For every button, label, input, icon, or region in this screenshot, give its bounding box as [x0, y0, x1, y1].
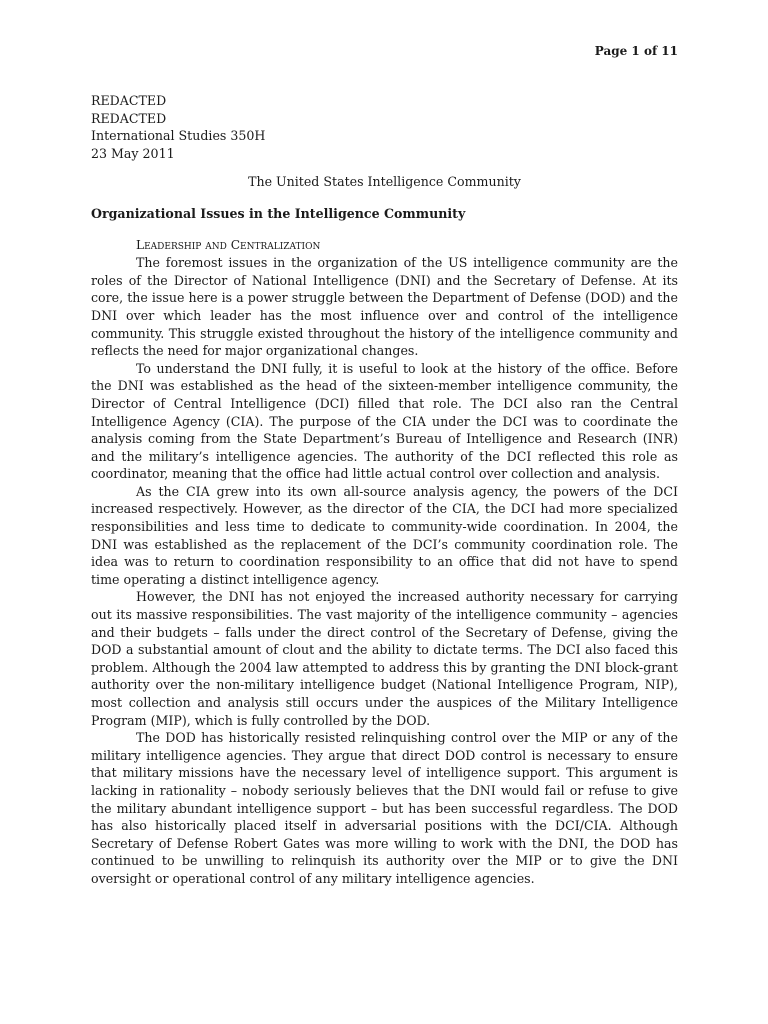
author-line-2: REDACTED — [91, 110, 167, 126]
section-heading: Organizational Issues in the Intelligence Community — [91, 205, 466, 221]
paragraph-5: The DOD has historically resisted relinquishing control over the MIP or any of the military intelligence agencies. They argue that direct DOD control is necessary to ensure that military missions have the necessary level of intelligence support. This argument is lacking in rationality – nobody seriously believes that the DNI would fail or refuse to give the military abundant intelligence support – but has been successful regardless. The DOD has also historically placed itself in adversarial positions with the DCI/CIA. Although Secretary of Defense Robert Gates was more willing to work with the DNI, the DOD has continued to be unwilling to relinquish its authority over the MIP or to give the DNI oversight or operational control of any military intelligence agencies. — [91, 730, 678, 886]
paragraph-2: To understand the DNI fully, it is useful to look at the history of the office. Before the DNI was established as the head of the sixteen-member intelligence community, the Director of Central Intelligence (DCI) filled that role. The DCI also ran the Central Intelligence Agency (CIA). The purpose of the CIA under the DCI was to coordinate the analysis coming from the State Department’s Bureau of Intelligence and Research (INR) and the military’s intelligence agencies. The authority of the DCI reflected this role as coordinator, meaning that the office had little actual control over collection and analysis. — [91, 360, 678, 482]
date-line: 23 May 2011 — [91, 145, 175, 161]
paragraph-4: However, the DNI has not enjoyed the increased authority necessary for carrying out its massive responsibilities. The vast majority of the intelligence community – agencies and their budgets – falls under the direct control of the Secretary of Defense, giving the DOD a substantial amount of clout and the ability to dictate terms. The DCI also faced this problem. Although the 2004 law attempted to address this by granting the DNI block-grant authority over the non-military intelligence budget (National Intelligence Program, NIP), most collection and analysis still occurs under the auspices of the Military Intelligence Program (MIP), which is fully controlled by the DOD. — [91, 589, 678, 728]
page-number: Page 1 of 11 — [594, 44, 678, 58]
document-body — [91, 92, 678, 888]
subheading: Leadership and Centralization — [136, 237, 321, 252]
author-line-1: REDACTED — [91, 93, 167, 108]
paragraph-3: As the CIA grew into its own all-source analysis agency, the powers of the DCI increased respectively. However, as the director of the CIA, the DCI had more specialized responsibilities and less time to dedicate to community-wide coordination. In 2004, the DNI was established as the replacement of the DCI’s community coordination role. The idea was to return to coordination responsibility to an office that did not have to spend time operating a distinct intelligence agency. — [91, 483, 678, 587]
header-block — [91, 92, 678, 162]
paragraph-1: The foremost issues in the organization of the US intelligence community are the roles of the Director of National Intelligence (DNI) and the Secretary of Defense. At its core, the issue here is a power struggle between the Department of Defense (DOD) and the DNI over which leader has the most influence over and control of the intelligence community. This struggle existed throughout the history of the intelligence community and reflects the need for major organizational changes. — [91, 255, 678, 359]
document-title: The United States Intelligence Community — [248, 174, 521, 190]
course-line: International Studies 350H — [91, 128, 266, 144]
